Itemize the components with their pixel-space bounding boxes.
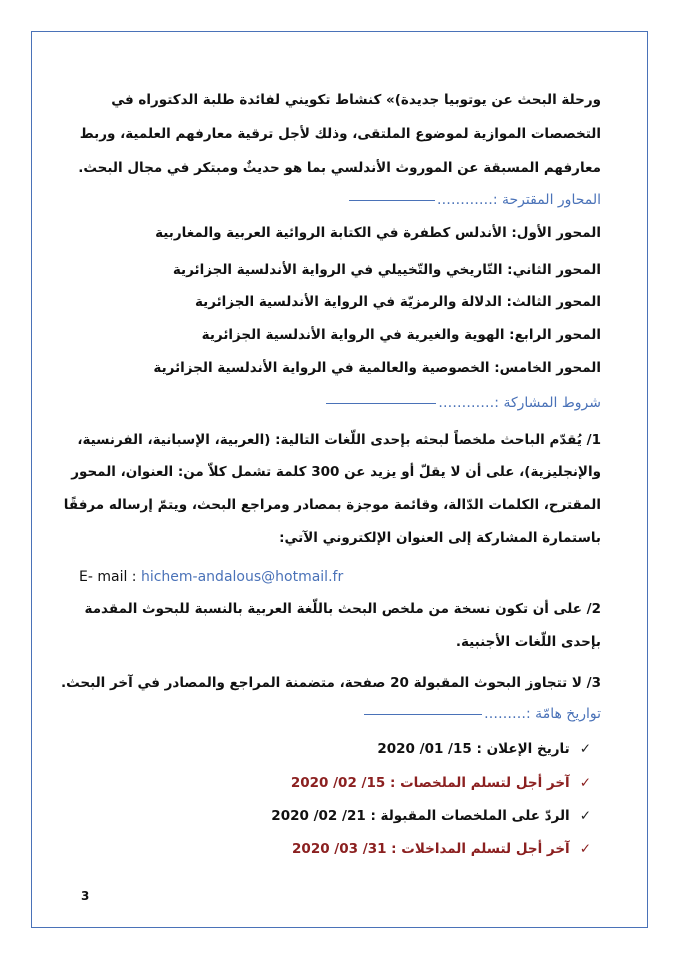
date-item: [291, 775, 591, 791]
date-item-text: الردّ على الملخصات المقبولة : 21/ 02/ 2020: [271, 808, 570, 824]
intro-line-1: ورحلة البحث عن يوتوبيا جديدة)» كنشاط تكويني لفائدة طلبة الدكتوراه في: [111, 92, 601, 108]
email-label: E- mail :: [79, 569, 137, 585]
condition-3: 3/ لا تتجاوز البحوث المقبولة 20 صفحة، متضمنة المراجع والمصادر في آخر البحث.: [60, 675, 601, 691]
axes-heading-underline: [349, 200, 435, 201]
check-icon: ✓: [579, 741, 591, 757]
axis-item: المحور الثالث: الدلالة والرمزيّة في الرواية الأندلسية الجزائرية: [194, 294, 601, 310]
axis-item: المحور الخامس: الخصوصية والعالمية في الرواية الأندلسية الجزائرية: [153, 360, 601, 376]
date-item: [377, 741, 591, 757]
conditions-heading-underline: [326, 403, 436, 404]
intro-line-3: معارفهم المسبقة عن الموروث الأندلسي بما هو حديثٌ ومبتكر في مجال البحث.: [78, 160, 601, 176]
condition-2-line-2: بإحدى اللّغات الأجنبية.: [455, 634, 601, 650]
conditions-heading-dots: …………: [438, 395, 495, 411]
condition-1-line-2: والإنجليزية)، على أن لا يقلّ أو يزيد عن 300 كلمة تشمل كلاّ من: العنوان، المحور: [71, 464, 601, 480]
conditions-heading: [326, 395, 601, 411]
dates-heading-underline: [364, 714, 482, 715]
dates-heading-dots: ………: [484, 706, 527, 722]
axes-heading: [349, 192, 601, 208]
axis-item: المحور الثاني: التّاريخي والتّخييلي في الرواية الأندلسية الجزائرية: [172, 262, 601, 278]
date-item: [292, 841, 591, 857]
date-item-text: آخر أجل لتسلم المداخلات : 31/ 03/ 2020: [292, 841, 570, 857]
check-icon: ✓: [579, 808, 591, 824]
dates-heading: [364, 706, 601, 722]
condition-1-line-1: 1/ يُقدّم الباحث ملخصاً لبحثه بإحدى اللّغات التالية: (العربية، الإسبانية، الفرنسية،: [77, 432, 601, 448]
date-item-text: آخر أجل لتسلم الملخصات : 15/ 02/ 2020: [290, 775, 570, 791]
email-row: [79, 569, 343, 585]
check-icon: ✓: [579, 841, 591, 857]
date-item-text: تاريخ الإعلان : 15/ 01/ 2020: [377, 741, 570, 757]
axes-heading-text: المحاور المقترحة :: [492, 192, 601, 208]
date-item: [271, 808, 591, 824]
condition-2-line-1: 2/ على أن تكون نسخة من ملخص البحث باللّغة العربية بالنسبة للبحوث المقدمة: [84, 601, 601, 617]
axes-heading-dots: …………: [436, 192, 493, 208]
email-link[interactable]: hichem-andalous@hotmail.fr: [140, 569, 344, 585]
axis-item: المحور الأول: الأندلس كطفرة في الكتابة الروائية العربية والمغاربية: [155, 225, 601, 241]
check-icon: ✓: [579, 775, 591, 791]
page-number: 3: [81, 889, 90, 903]
condition-1-line-3: المقترح، الكلمات الدّالة، وقائمة موجزة بمصادر ومراجع البحث، ويتمّ إرساله مرفقًا: [63, 497, 601, 513]
condition-1-line-4: باستمارة المشاركة إلى العنوان الإلكتروني الآتي:: [279, 530, 601, 546]
intro-line-2: التخصصات الموازية لموضوع الملتقى، وذلك لأجل ترقية معارفهم العلمية، وربط: [79, 126, 601, 142]
axis-item: المحور الرابع: الهوية والغيرية في الرواية الأندلسية الجزائرية: [201, 327, 601, 343]
dates-heading-text: تواريخ هامّة :: [526, 706, 601, 722]
conditions-heading-text: شروط المشاركة :: [494, 395, 601, 411]
